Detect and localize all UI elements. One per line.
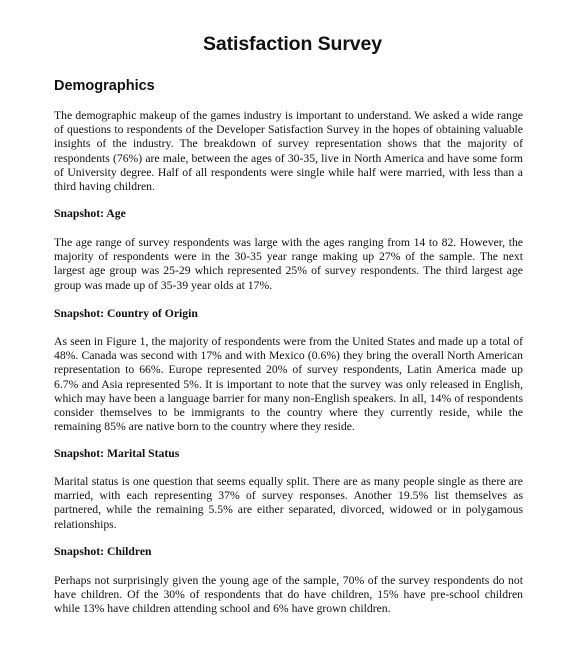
document-title: Satisfaction Survey xyxy=(202,33,383,55)
snapshot-body-age: The age range of survey respondents was large with the ages ranging from 14 to 82. However, the majority of respondents were in the 30-35 year range making up 27% of the sample. The next largest age group was 25-29 which represented 25% of survey respondents. The third largest age group was made up of 35-39 year olds at 17%. xyxy=(54,236,523,292)
snapshot-body-children: Perhaps not surprisingly given the young age of the sample, 70% of the survey respondents do not have children. Of the 30% of respondents that do have children, 15% have pre-school children while 13% have children attending school and 6% have grown children. xyxy=(54,574,523,616)
snapshot-body-country: As seen in Figure 1, the majority of respondents were from the United States and made up a total of 48%. Canada was second with 17% and with Mexico (0.6%) they bring the overall North American representation to 66%. Europe represented 20% of survey respondents, Latin America made up 6.7% and Asia represented 5%. It is important to note that the survey was only released in English, which may have been a language barrier for many non-English speakers. In all, 14% of respondents consider themselves to be immigrants to the country where they currently reside, while the remaining 85% are native born to the country where they reside. xyxy=(54,335,523,434)
snapshot-heading-marital: Snapshot: Marital Status xyxy=(54,447,180,460)
snapshot-heading-country: Snapshot: Country of Origin xyxy=(54,307,198,320)
snapshot-heading-children: Snapshot: Children xyxy=(54,545,152,558)
snapshot-heading-age: Snapshot: Age xyxy=(54,207,126,220)
snapshot-body-marital: Marital status is one question that seems equally split. There are as many people single as there are married, with each representing 37% of survey responses. Another 19.5% list themselves as partnered, while the remaining 5.5% are either separated, divorced, widowed or in polygamous relationships. xyxy=(54,475,523,531)
intro-paragraph: The demographic makeup of the games industry is important to understand. We asked a wide range of questions to respondents of the Developer Satisfaction Survey in the hopes of obtaining valuable insights of the industry. The breakdown of survey representation shows that the majority of respondents (76%) are male, between the ages of 30-35, live in North America and have some form of University degree. Half of all respondents were single while half were married, with less than a third having children. xyxy=(54,109,523,194)
section-heading-demographics: Demographics xyxy=(54,78,155,94)
